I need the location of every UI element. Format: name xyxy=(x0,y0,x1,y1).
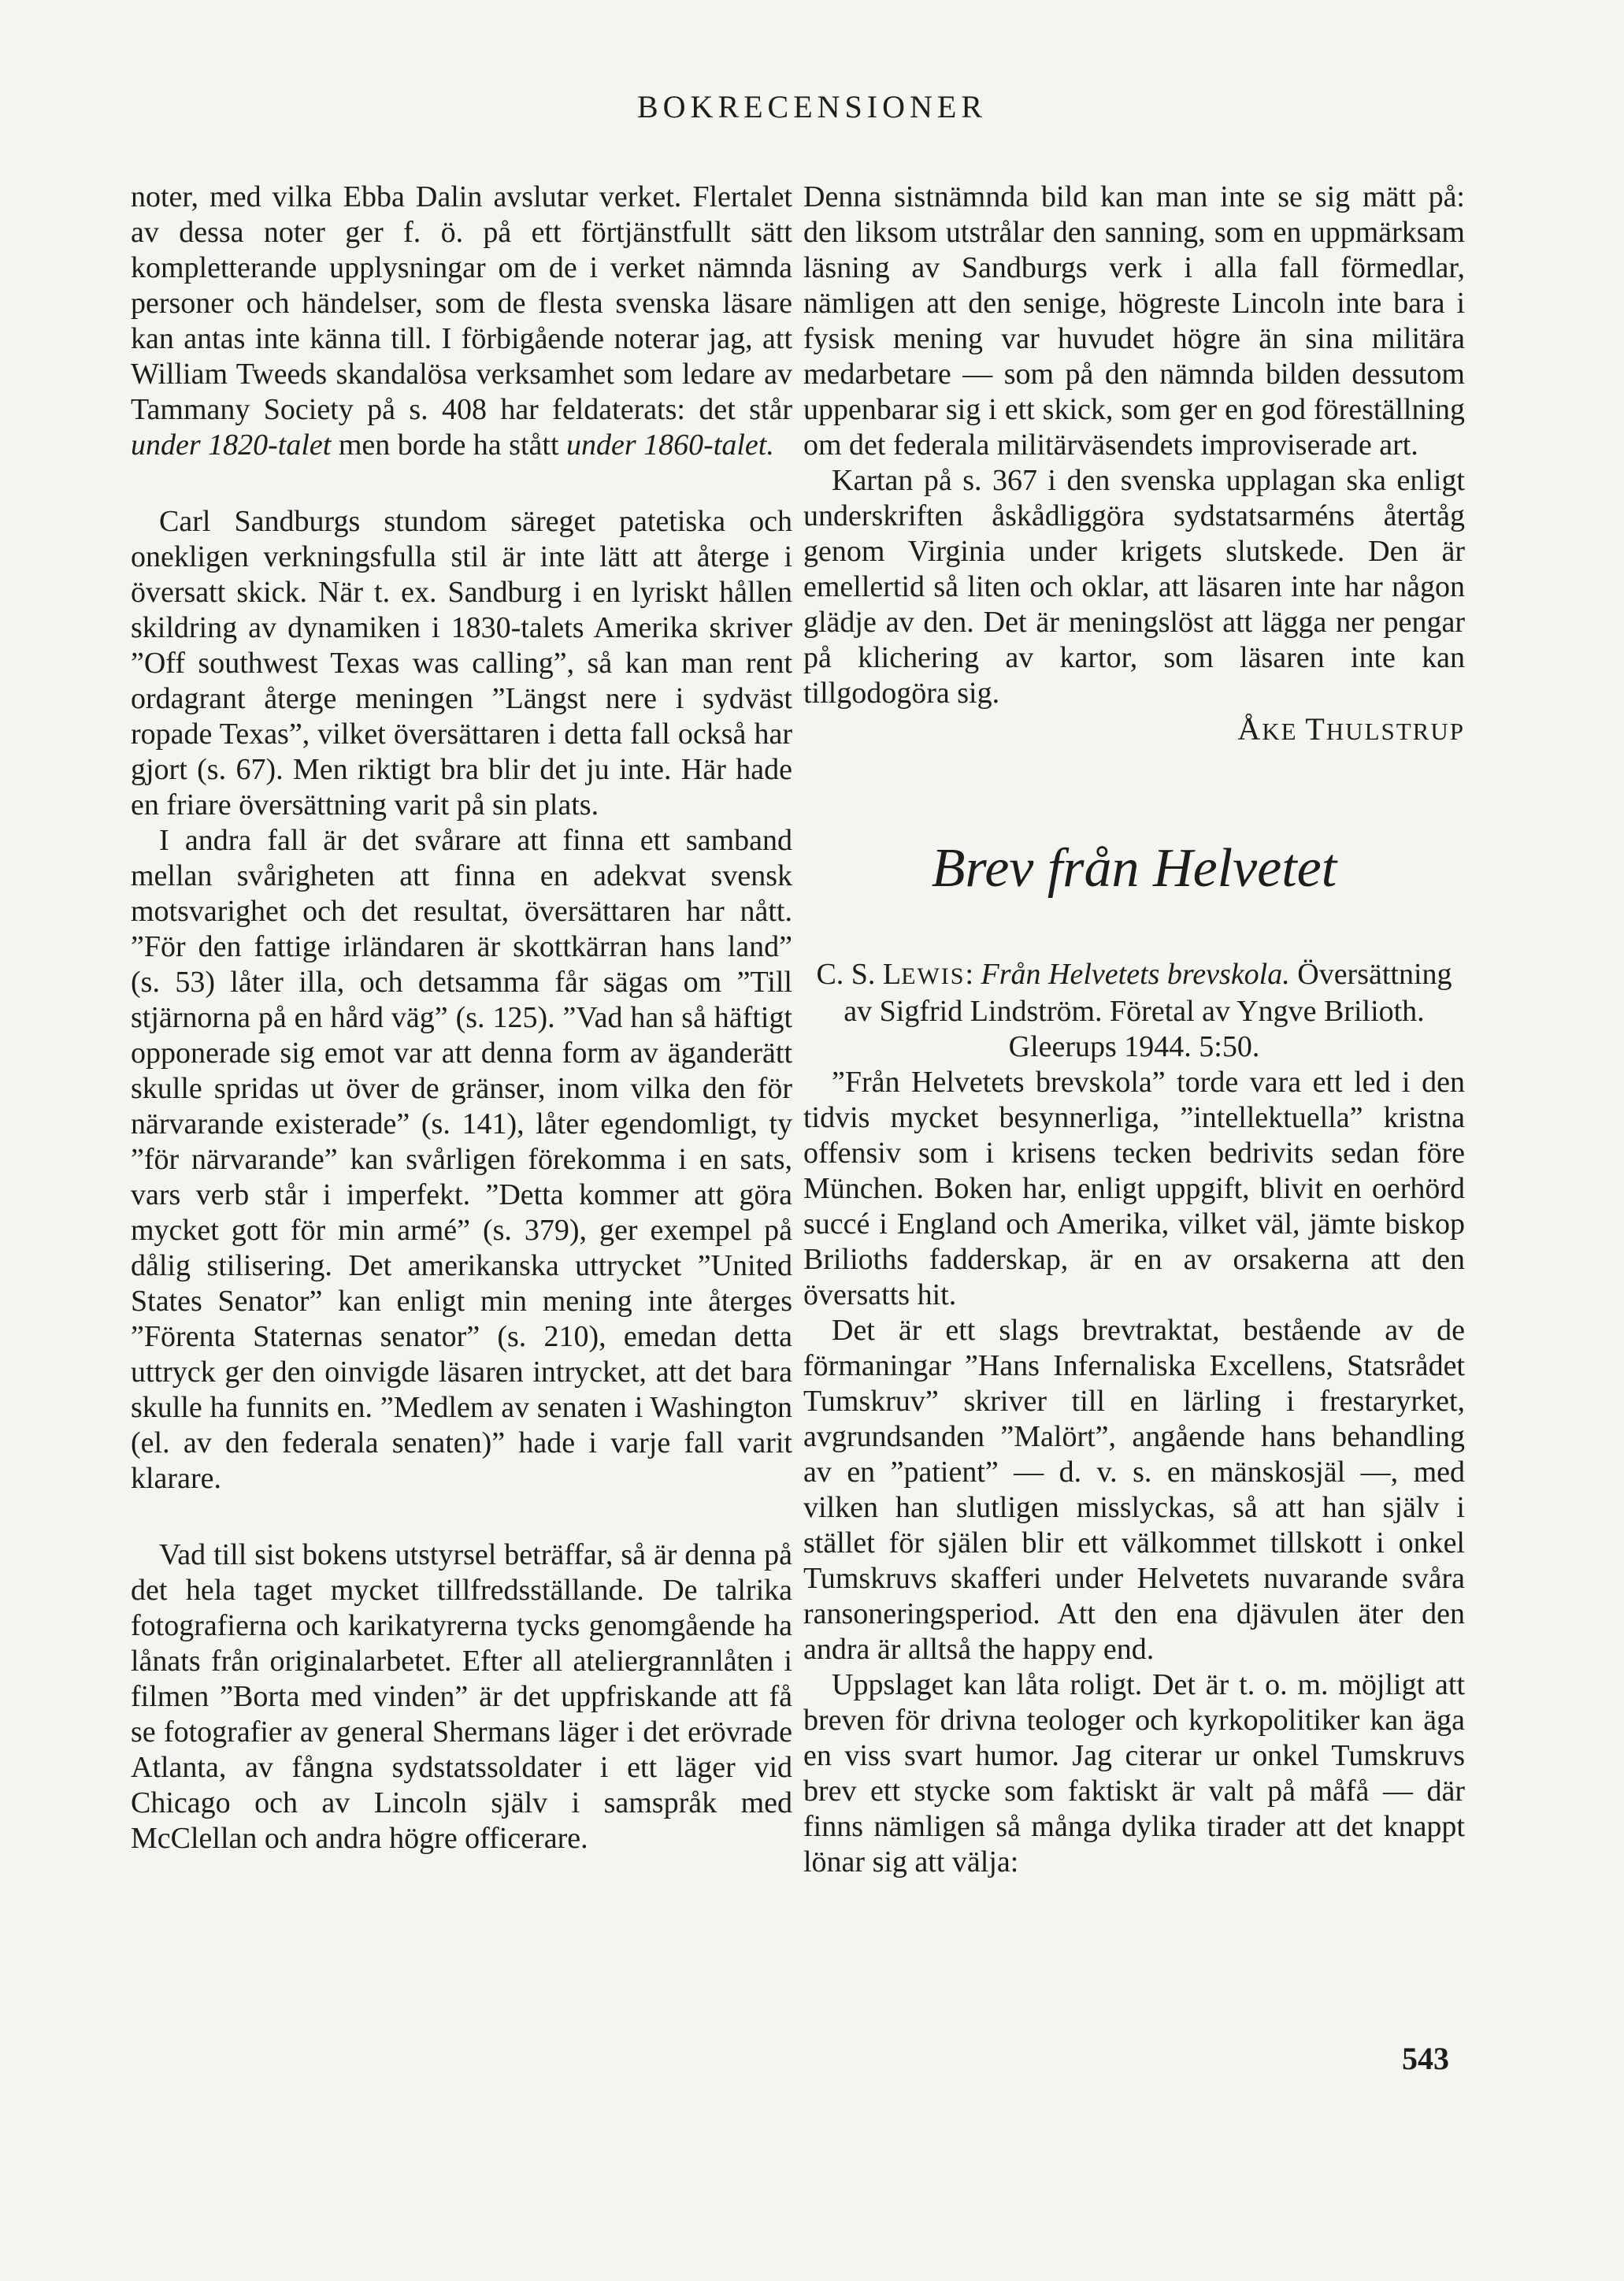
emphasis: under 1820-talet xyxy=(131,428,332,462)
right-column xyxy=(803,180,1465,1880)
paragraph-translation: I andra fall är det svårare att finna ett samband mellan svårigheten att finna en adekvat svensk motsvarighet och det resultat, översättaren har nått. ”För den fattige irländaren är skottkärran hans land” (s. 53) låter illa, och detsamma får sägas om ”Till stjärnorna på en hård väg” (s. 125). ”Vad han så häftigt opponerade sig emot var att denna form av äganderätt skulle spridas ut över de gränser, inom vilka den för närvarande existerade” (s. 141), låter egendomligt, ty ”för närvarande” kan svårligen förekomma i en sats, vars verb står i imperfekt. ”Detta kommer att göra mycket gott för min armé” (s. 379), ger exempel på dålig stilisering. Det amerikanska uttrycket ”United States Senator” kan enligt min mening inte återges ”Förenta Staternas senator” (s. 210), emedan detta uttryck ger den oinvigde läsaren intrycket, att det bara skulle ha funnits en. ”Medlem av senaten i Washington (el. av den federala senaten)” hade i varje fall varit klarare. xyxy=(131,824,792,1495)
paragraph-map: Kartan på s. 367 i den svenska upplagan ska enligt underskriften åskådliggöra sydstatsarméns återtåg genom Virginia under krigets slutskede. Den är emellertid så liten och oklar, att läsaren inte har någon glädje av den. Det är meningslöst att lägga ner pengar på klichering av kartor, som läsaren inte kan tillgodogöra sig. xyxy=(803,464,1465,710)
signature-text: HULSTRUP xyxy=(1326,718,1465,745)
author-name: C. S. L xyxy=(816,958,902,991)
left-column xyxy=(131,180,792,1856)
paragraph-picture: Denna sistnämnda bild kan man inte se sig mätt på: den liksom utstrålar den sanning, som en uppmärksam läsning av Sandburgs verk i alla fall förmedlar, nämligen att den senige, högreste Lincoln inte bara i fysisk mening var huvudet högre än sina militära medarbetare — som på den nämnda bilden dessutom uppenbarar sig i ett skick, som ger en god föreställning om det federala militärväsendets improviserade art. xyxy=(803,180,1465,462)
bibliographic-entry: C. S. LEWIS: Från Helvetets brevskola. Översättning av Sigfrid Lindström. Företal av Yngve Brilioth. Gleerups 1944. 5:50. xyxy=(816,958,1452,1063)
emphasis: under 1860-talet. xyxy=(566,428,774,462)
paragraph-intro: ”Från Helvetets brevskola” torde vara ett led i den tidvis mycket besynnerliga, ”intellektuella” kristna offensiv som i krisens tecken bedrivits sedan före München. Boken har, enligt uppgift, blivit en oerhörd succé i England och Amerika, vilket väl, jämte biskop Brilioths fadderskap, är en av orsakerna att den översatts hit. xyxy=(803,1066,1465,1311)
running-header: BOKRECENSIONER xyxy=(636,89,988,124)
author-name: EWIS xyxy=(901,963,966,989)
paragraph-summary: Det är ett slags brevtraktat, bestående av de förmaningar ”Hans Infernaliska Excellens, Statsrådet Tumskruv” skriver till en lärling i frestaryrket, avgrundsanden ”Malört”, angående hans behandling av en ”patient” — d. v. s. en mänskosjäl —, med vilken han slutligen misslyckas, så att han själv i stället för själen blir ett välkommet tillskott i onkel Tumskruvs skafferi under Helvetets nuvarande svåra ransoneringsperiod. Att den ena djävulen äter den andra är alltså the happy end. xyxy=(803,1314,1465,1666)
paragraph-text: noter, med vilka Ebba Dalin avslutar verket. Flertalet av dessa noter ger f. ö. på ett förtjänstfullt sätt kompletterande upplysningar om de i verket nämnda personer och händelser, som de flesta svenska läsare kan antas inte känna till. I förbigående noterar jag, att William Tweeds skandalösa verksamhet som ledare av Tammany Society på s. 408 har feldaterats: det står xyxy=(131,180,792,426)
book-details: Översättning av Sigfrid Lindström. Företal av Yngve Brilioth. Gleerups 1944. 5:50. xyxy=(844,958,1452,1063)
paragraph-text: men borde ha stått xyxy=(338,428,559,462)
signature-text: KE xyxy=(1262,718,1306,745)
page-number: 543 xyxy=(1402,2041,1449,2076)
signature-initial: T xyxy=(1305,711,1326,747)
paragraph-style: Carl Sandburgs stundom säreget patetiska och onekligen verkningsfulla stil är inte lätt att återge i översatt skick. När t. ex. Sandburg i en lyriskt hållen skildring av dynamiken i 1830-talets Amerika skriver ”Off southwest Texas was calling”, så kan man rent ordagrant återge meningen ”Längst nere i sydväst ropade Texas”, vilket översättaren i detta fall också har gjort (s. 67). Men riktigt bra blir det ju inte. Här hade en friare översättning varit på sin plats. xyxy=(131,505,792,822)
paragraph-notes xyxy=(131,180,792,463)
book-title: Från Helvetets brevskola. xyxy=(981,958,1290,991)
reviewer-signature xyxy=(803,711,1465,749)
paragraph-layout: Vad till sist bokens utstyrsel beträffar, så är denna på det hela taget mycket tillfredsställande. De talrika fotografierna och karikatyrerna tycks genomgående ha lånats från originalarbetet. Efter all ateliergrannlåten i filmen ”Borta med vinden” är det uppfriskande att få se fotografier av general Shermans läger i det erövrade Atlanta, av fångna sydstatssoldater i ett läger vid Chicago och av Lincoln själv i samspråk med McClellan och andra högre officerare. xyxy=(131,1538,792,1855)
review-title: Brev från Helvetet xyxy=(931,838,1337,899)
signature-initial: Å xyxy=(1237,711,1262,747)
paragraph-opinion: Uppslaget kan låta roligt. Det är t. o. m. möjligt att breven för drivna teologer och kyrkopolitiker kan äga en viss svart humor. Jag citerar ur onkel Tumskruvs brev ett stycke som faktiskt är valt på måfå — där finns nämligen så många dylika tirader att det knappt lönar sig att välja: xyxy=(803,1668,1465,1879)
